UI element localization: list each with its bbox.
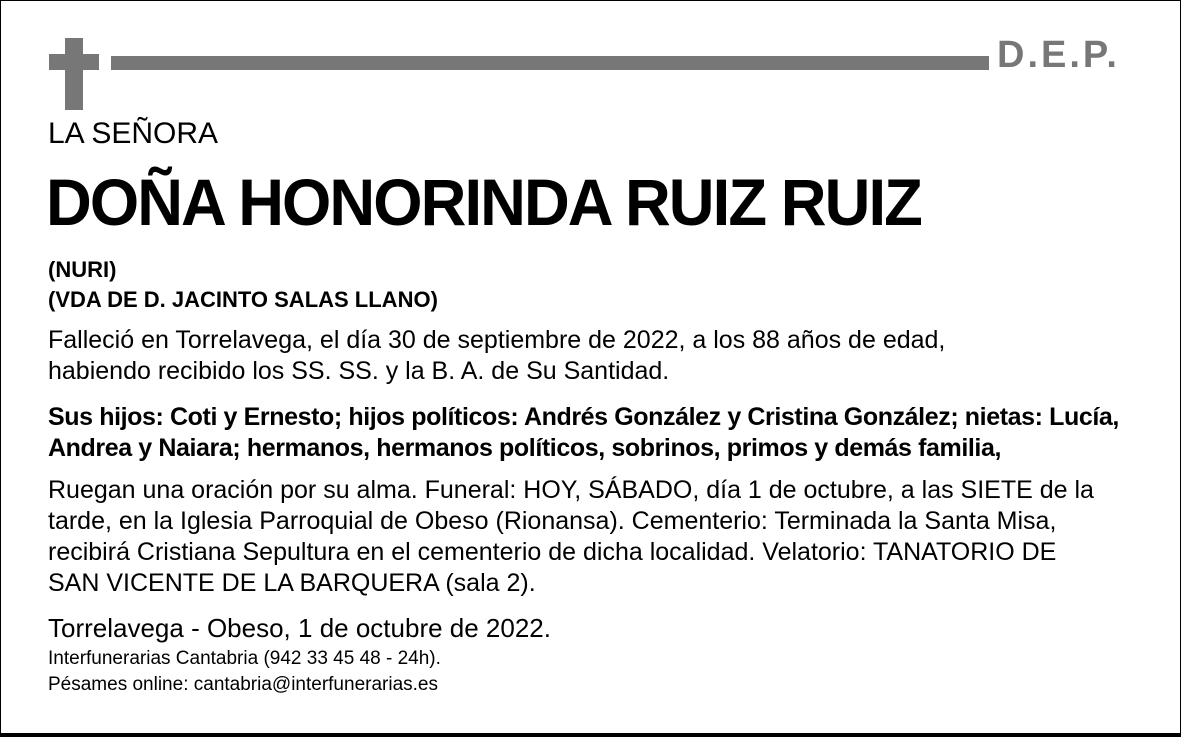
death-line: Falleció en Torrelavega, el día 30 de septiembre de 2022, a los 88 años de edad,	[48, 326, 946, 354]
funeral-line: recibirá Cristiana Sepultura en el cementerio de dicha localidad. Velatorio: TANATORIO DE	[48, 538, 1057, 566]
condolences-line: Pésames online: cantabria@interfunerarias.es	[48, 674, 438, 695]
place-date: Torrelavega - Obeso, 1 de octubre de 2022.	[48, 613, 551, 643]
funeral-line: SAN VICENTE DE LA BARQUERA (sala 2).	[48, 569, 536, 597]
dep-label: D.E.P.	[997, 34, 1120, 76]
family-paragraph	[48, 402, 1158, 464]
honorific: LA SEÑORA	[48, 117, 219, 150]
cross-icon	[49, 38, 99, 110]
funeral-line: Ruegan una oración por su alma. Funeral: HOY, SÁBADO, día 1 de octubre, a las SIETE de la	[48, 476, 1094, 504]
widow-of: (VDA DE D. JACINTO SALAS LLANO)	[48, 287, 438, 312]
death-paragraph	[48, 325, 1158, 387]
nickname: (NURI)	[48, 257, 117, 282]
header-rule	[111, 56, 989, 70]
funeral-paragraph	[48, 475, 1158, 599]
family-line: Andrea y Naiara; hermanos, hermanos políticos, sobrinos, primos y demás familia,	[48, 434, 1002, 462]
funeral-home: Interfunerarias Cantabria (942 33 45 48 - 24h).	[48, 648, 441, 669]
deceased-name: DOÑA HONORINDA RUIZ RUIZ	[46, 165, 921, 239]
death-line: habiendo recibido los SS. SS. y la B. A. de Su Santidad.	[48, 357, 670, 385]
family-line: Sus hijos: Coti y Ernesto; hijos políticos: Andrés González y Cristina González; nietas: Lucía,	[48, 403, 1119, 431]
funeral-line: tarde, en la Iglesia Parroquial de Obeso (Rionansa). Cementerio: Terminada la Santa Misa,	[48, 507, 1057, 535]
